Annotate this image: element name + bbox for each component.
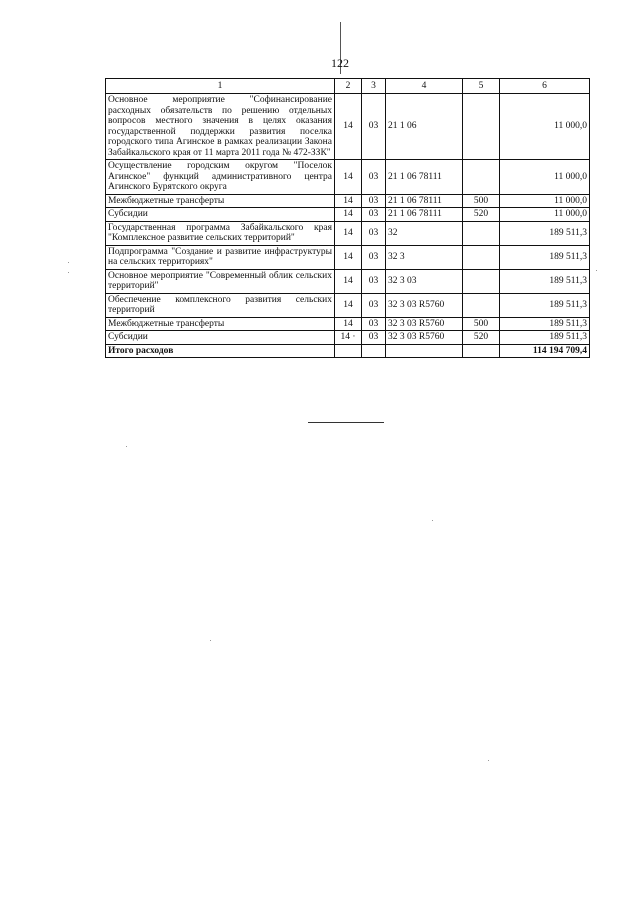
row-name: Основное мероприятие "Современный облик сельских территорий" bbox=[106, 269, 335, 293]
row-section: 14 bbox=[335, 293, 362, 317]
row-expense-type bbox=[463, 245, 500, 269]
row-target-code: 21 1 06 78111 bbox=[386, 194, 463, 208]
table-row bbox=[106, 331, 590, 345]
scan-speck bbox=[68, 262, 69, 263]
row-section: 14 bbox=[335, 269, 362, 293]
table-row bbox=[106, 269, 590, 293]
table-row bbox=[106, 208, 590, 222]
row-section: 14 bbox=[335, 160, 362, 195]
scan-speck bbox=[596, 270, 597, 271]
row-expense-type bbox=[463, 269, 500, 293]
row-subsection: 03 bbox=[362, 160, 386, 195]
row-amount: 189 511,3 bbox=[500, 293, 590, 317]
scan-speck bbox=[432, 520, 433, 521]
row-subsection: 03 bbox=[362, 245, 386, 269]
row-target-code: 21 1 06 78111 bbox=[386, 208, 463, 222]
row-expense-type bbox=[463, 221, 500, 245]
table-row bbox=[106, 293, 590, 317]
row-expense-type: 520 bbox=[463, 331, 500, 345]
header-col-4: 4 bbox=[386, 79, 463, 94]
row-amount: 189 511,3 bbox=[500, 317, 590, 331]
row-target-code: 32 bbox=[386, 221, 463, 245]
row-amount: 11 000,0 bbox=[500, 160, 590, 195]
row-subsection: 03 bbox=[362, 221, 386, 245]
row-section: 14 bbox=[335, 208, 362, 222]
row-expense-type: 500 bbox=[463, 317, 500, 331]
row-expense-type: 500 bbox=[463, 194, 500, 208]
row-amount: 11 000,0 bbox=[500, 194, 590, 208]
total-empty-cell bbox=[463, 344, 500, 358]
page-number: 122 bbox=[331, 56, 349, 70]
table-row bbox=[106, 194, 590, 208]
total-empty-cell bbox=[362, 344, 386, 358]
row-section: 14 bbox=[335, 245, 362, 269]
row-amount: 189 511,3 bbox=[500, 269, 590, 293]
row-target-code: 21 1 06 78111 bbox=[386, 160, 463, 195]
table-header-row bbox=[106, 79, 590, 94]
table-row bbox=[106, 317, 590, 331]
row-name: Государственная программа Забайкальского края "Комплексное развитие сельских территорий" bbox=[106, 221, 335, 245]
header-col-3: 3 bbox=[362, 79, 386, 94]
total-label: Итого расходов bbox=[106, 344, 335, 358]
table-row bbox=[106, 160, 590, 195]
total-empty-cell bbox=[386, 344, 463, 358]
row-amount: 11 000,0 bbox=[500, 208, 590, 222]
table-row bbox=[106, 221, 590, 245]
header-col-1: 1 bbox=[106, 79, 335, 94]
row-name: Обеспечение комплексного развития сельских территорий bbox=[106, 293, 335, 317]
total-amount: 114 194 709,4 bbox=[500, 344, 590, 358]
scan-speck bbox=[68, 272, 69, 273]
table-row bbox=[106, 94, 590, 160]
row-name: Субсидии bbox=[106, 208, 335, 222]
row-section: 14 bbox=[335, 94, 362, 160]
row-target-code: 32 3 03 R5760 bbox=[386, 331, 463, 345]
row-expense-type bbox=[463, 94, 500, 160]
row-subsection: 03 bbox=[362, 194, 386, 208]
row-name: Подпрограмма "Создание и развитие инфраструктуры на сельских территориях" bbox=[106, 245, 335, 269]
row-section: 14 bbox=[335, 317, 362, 331]
row-amount: 189 511,3 bbox=[500, 245, 590, 269]
row-name: Межбюджетные трансферты bbox=[106, 194, 335, 208]
scan-speck bbox=[488, 760, 489, 761]
row-name: Осуществление городским округом "Поселок Агинское" функций административного центра Агинского Бурятского округа bbox=[106, 160, 335, 195]
row-target-code: 32 3 03 R5760 bbox=[386, 317, 463, 331]
row-target-code: 32 3 03 bbox=[386, 269, 463, 293]
row-name: Основное мероприятие "Софинансирование расходных обязательств по решению отдельных вопросов местного значения в целях оказания государственной поддержки развития поселка городского типа Агинское в рамках реализации Закона Забайкальского края от 11 марта 2011 года № 472-ЗЗК" bbox=[106, 94, 335, 160]
row-expense-type: 520 bbox=[463, 208, 500, 222]
total-empty-cell bbox=[335, 344, 362, 358]
row-target-code: 32 3 bbox=[386, 245, 463, 269]
row-amount: 189 511,3 bbox=[500, 221, 590, 245]
row-subsection: 03 bbox=[362, 269, 386, 293]
total-row bbox=[106, 344, 590, 358]
row-amount: 189 511,3 bbox=[500, 331, 590, 345]
scan-speck bbox=[126, 446, 127, 447]
row-name: Субсидии bbox=[106, 331, 335, 345]
row-subsection: 03 bbox=[362, 94, 386, 160]
row-name: Межбюджетные трансферты bbox=[106, 317, 335, 331]
scan-speck bbox=[210, 640, 211, 641]
row-section: 14 bbox=[335, 221, 362, 245]
row-section: 14 · bbox=[335, 331, 362, 345]
row-target-code: 21 1 06 bbox=[386, 94, 463, 160]
row-subsection: 03 bbox=[362, 317, 386, 331]
header-col-5: 5 bbox=[463, 79, 500, 94]
table-row bbox=[106, 245, 590, 269]
row-amount: 11 000,0 bbox=[500, 94, 590, 160]
row-subsection: 03 bbox=[362, 331, 386, 345]
header-col-6: 6 bbox=[500, 79, 590, 94]
row-subsection: 03 bbox=[362, 293, 386, 317]
signature-line bbox=[308, 422, 384, 423]
row-expense-type bbox=[463, 293, 500, 317]
header-col-2: 2 bbox=[335, 79, 362, 94]
row-target-code: 32 3 03 R5760 bbox=[386, 293, 463, 317]
row-expense-type bbox=[463, 160, 500, 195]
row-subsection: 03 bbox=[362, 208, 386, 222]
row-section: 14 bbox=[335, 194, 362, 208]
expenditure-table bbox=[105, 78, 590, 358]
